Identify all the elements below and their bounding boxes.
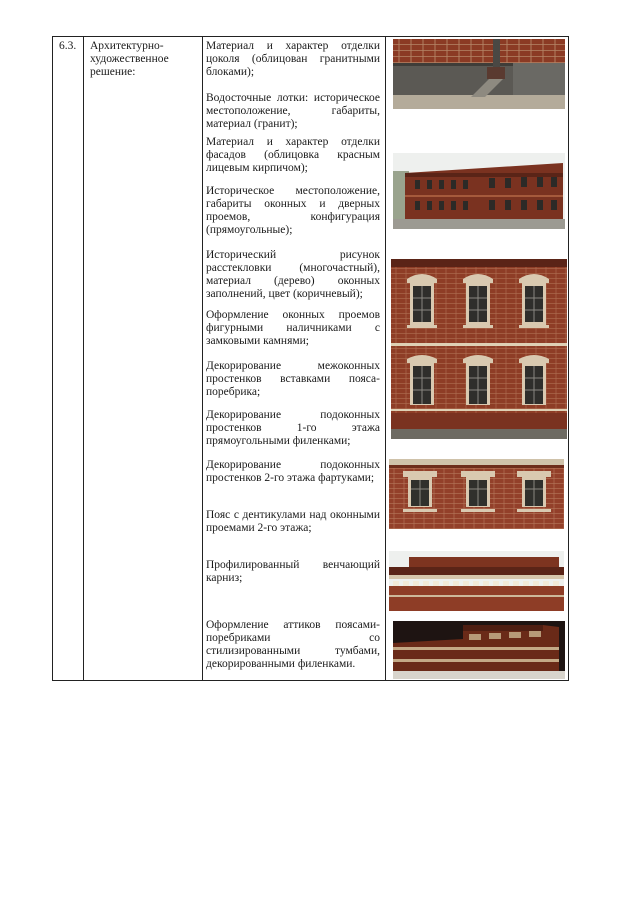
item-pier-inserts: Декорирование межоконных простенков вставками пояса-поребрика; (206, 360, 380, 398)
row-subject: Архитектурно-художественное решение: (90, 40, 169, 78)
plinth-photo (393, 39, 565, 109)
item-plinth: Материал и характер отделки цоколя (облицован гранитными блоками); (206, 40, 380, 78)
column-divider (385, 37, 386, 680)
cornice-photo (389, 551, 564, 611)
column-divider (202, 37, 203, 680)
column-divider (83, 37, 84, 680)
item-first-floor-panels: Декорирование подоконных простенков 1-го этажа прямоугольными филенками; (206, 409, 380, 447)
item-second-floor-aprons: Декорирование подоконных простенков 2-го этажа фартуками; (206, 459, 380, 484)
windows-photo (391, 259, 567, 439)
attic-photo (393, 621, 565, 679)
row-number: 6.3. (59, 40, 77, 52)
item-facade-material: Материал и характер отделки фасадов (облицовка красным лицевым кирпичом); (206, 136, 380, 174)
item-dentil-band: Пояс с дентикулами над оконными проемами 2-го этажа; (206, 509, 380, 534)
second-floor-windows-photo (389, 459, 564, 529)
item-window-trims: Оформление оконных проемов фигурными наличниками с замковыми камнями; (206, 309, 380, 347)
item-cornice: Профилированный венчающий карниз; (206, 559, 380, 584)
item-openings: Историческое местоположение, габариты оконных и дверных проемов, конфигурация (прямоугольные); (206, 185, 380, 236)
item-glazing: Исторический рисунок расстекловки (многочастный), материал (дерево) оконных заполнений, цвет (коричневый); (206, 249, 380, 300)
attributes-table (52, 36, 569, 681)
item-gutters: Водосточные лотки: историческое местоположение, габариты, материал (гранит); (206, 92, 380, 130)
item-attics: Оформление аттиков поясами-поребриками со стилизированными тумбами, декорированными филенками. (206, 619, 380, 670)
facade-photo (393, 153, 565, 229)
